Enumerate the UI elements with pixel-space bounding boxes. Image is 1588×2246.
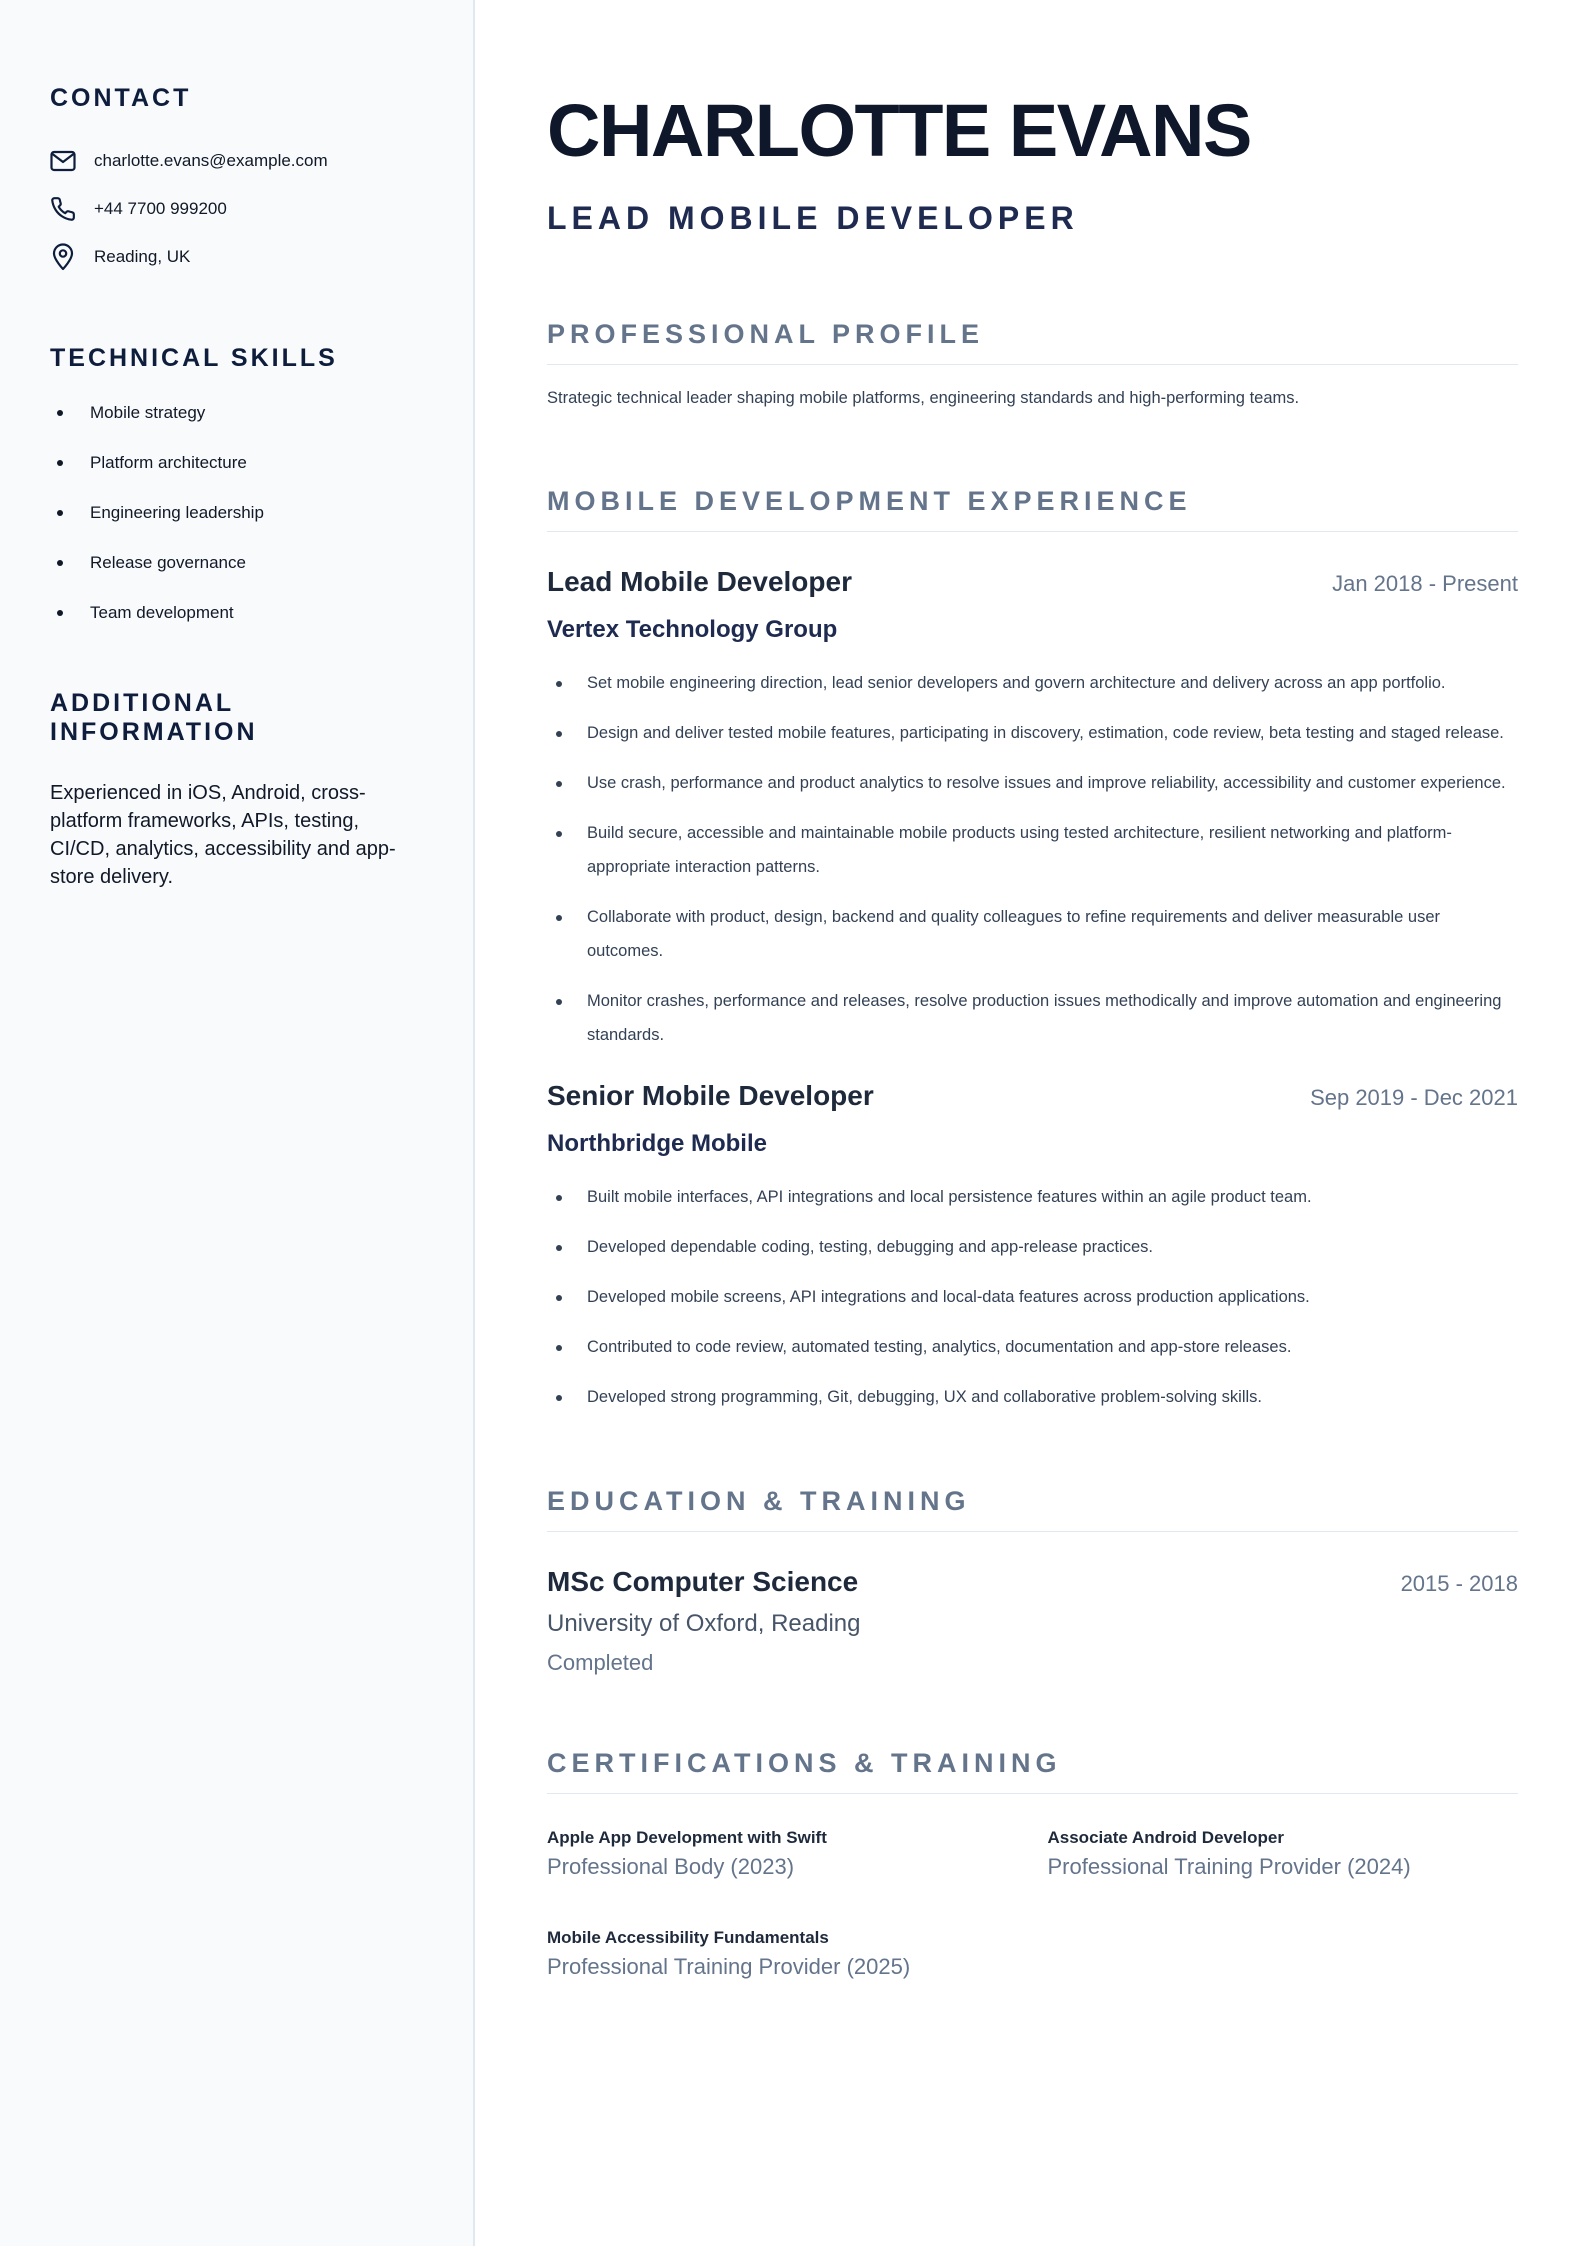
job-bullets (547, 1180, 1518, 1414)
mail-icon (50, 148, 76, 174)
job-bullet: Built mobile interfaces, API integrations and local persistence features within an agile product team. (547, 1180, 1518, 1214)
education-heading: EDUCATION & TRAINING (547, 1486, 1518, 1532)
job-bullet: Developed strong programming, Git, debugging, UX and collaborative problem-solving skills. (547, 1380, 1518, 1414)
location-pin-icon (50, 244, 76, 270)
skill-item: Engineering leadership (50, 501, 423, 551)
skill-item: Team development (50, 601, 423, 651)
job-entry (547, 566, 1518, 1052)
certification-item (547, 1828, 1018, 1880)
education-status: Completed (547, 1650, 654, 1675)
additional-info-text: Experienced in iOS, Android, cross-platform frameworks, APIs, testing, CI/CD, analytics, accessibility and app-store delivery. (50, 782, 396, 888)
contact-email-text: charlotte.evans@example.com (94, 151, 328, 170)
job-bullet: Design and deliver tested mobile features, participating in discovery, estimation, code review, beta testing and staged release. (547, 716, 1518, 750)
job-company: Northbridge Mobile (547, 1130, 767, 1157)
job-bullet: Contributed to code review, automated testing, analytics, documentation and app-store releases. (547, 1330, 1518, 1364)
job-bullet: Build secure, accessible and maintainable mobile products using tested architecture, resilient networking and platform-appropriate interaction patterns. (547, 816, 1518, 884)
job-bullet: Monitor crashes, performance and releases, resolve production issues methodically and improve automation and engineering standards. (547, 984, 1518, 1052)
degree-title: MSc Computer Science (547, 1566, 859, 1597)
job-title: Lead Mobile Developer (547, 566, 852, 597)
contact-location (50, 233, 423, 281)
experience-heading: MOBILE DEVELOPMENT EXPERIENCE (547, 486, 1518, 532)
candidate-role: LEAD MOBILE DEVELOPER (547, 200, 1079, 236)
additional-info-heading: ADDITIONAL INFORMATION (50, 689, 258, 746)
contact-phone-text: +44 7700 999200 (94, 199, 227, 218)
contact-heading: CONTACT (50, 84, 192, 112)
profile-heading: PROFESSIONAL PROFILE (547, 319, 1518, 365)
certification-item (1048, 1828, 1519, 1880)
certification-name: Mobile Accessibility Fundamentals (547, 1928, 829, 1947)
certification-item (547, 1928, 1018, 1980)
job-dates: Sep 2019 - Dec 2021 (1310, 1085, 1518, 1110)
skill-item: Mobile strategy (50, 401, 423, 451)
skill-item: Release governance (50, 551, 423, 601)
contact-phone[interactable] (50, 185, 423, 233)
skills-heading: TECHNICAL SKILLS (50, 344, 338, 372)
candidate-name: CHARLOTTE EVANS (547, 89, 1251, 172)
education-institution: University of Oxford, Reading (547, 1610, 861, 1637)
certifications-grid (547, 1828, 1518, 1980)
education-dates: 2015 - 2018 (1400, 1571, 1518, 1596)
job-bullet: Collaborate with product, design, backend and quality colleagues to refine requirements and deliver measurable user outcomes. (547, 900, 1518, 968)
job-bullet: Set mobile engineering direction, lead senior developers and govern architecture and delivery across an app portfolio. (547, 666, 1518, 700)
job-bullet: Developed mobile screens, API integrations and local-data features across production applications. (547, 1280, 1518, 1314)
sidebar (0, 0, 475, 2246)
job-title: Senior Mobile Developer (547, 1080, 874, 1111)
contact-location-text: Reading, UK (94, 247, 191, 266)
job-bullets (547, 666, 1518, 1052)
skills-list (50, 401, 423, 651)
main-content (547, 0, 1518, 1980)
job-bullet: Developed dependable coding, testing, debugging and app-release practices. (547, 1230, 1518, 1264)
certification-issuer: Professional Training Provider (2024) (1047, 1854, 1411, 1879)
phone-icon (50, 196, 76, 222)
job-dates: Jan 2018 - Present (1332, 571, 1518, 596)
job-entry (547, 1080, 1518, 1414)
job-company: Vertex Technology Group (547, 616, 838, 643)
certification-name: Associate Android Developer (1047, 1828, 1284, 1847)
contact-list (50, 137, 423, 281)
job-bullet: Use crash, performance and product analytics to resolve issues and improve reliability, accessibility and customer experience. (547, 766, 1518, 800)
contact-email[interactable] (50, 137, 423, 185)
certification-issuer: Professional Training Provider (2025) (547, 1954, 911, 1979)
certification-name: Apple App Development with Swift (547, 1828, 827, 1847)
certifications-heading: CERTIFICATIONS & TRAINING (547, 1748, 1518, 1794)
skill-item: Platform architecture (50, 451, 423, 501)
education-entry (547, 1566, 1518, 1676)
certification-issuer: Professional Body (2023) (547, 1854, 795, 1879)
profile-text: Strategic technical leader shaping mobile platforms, engineering standards and high-performing teams. (547, 389, 1300, 407)
